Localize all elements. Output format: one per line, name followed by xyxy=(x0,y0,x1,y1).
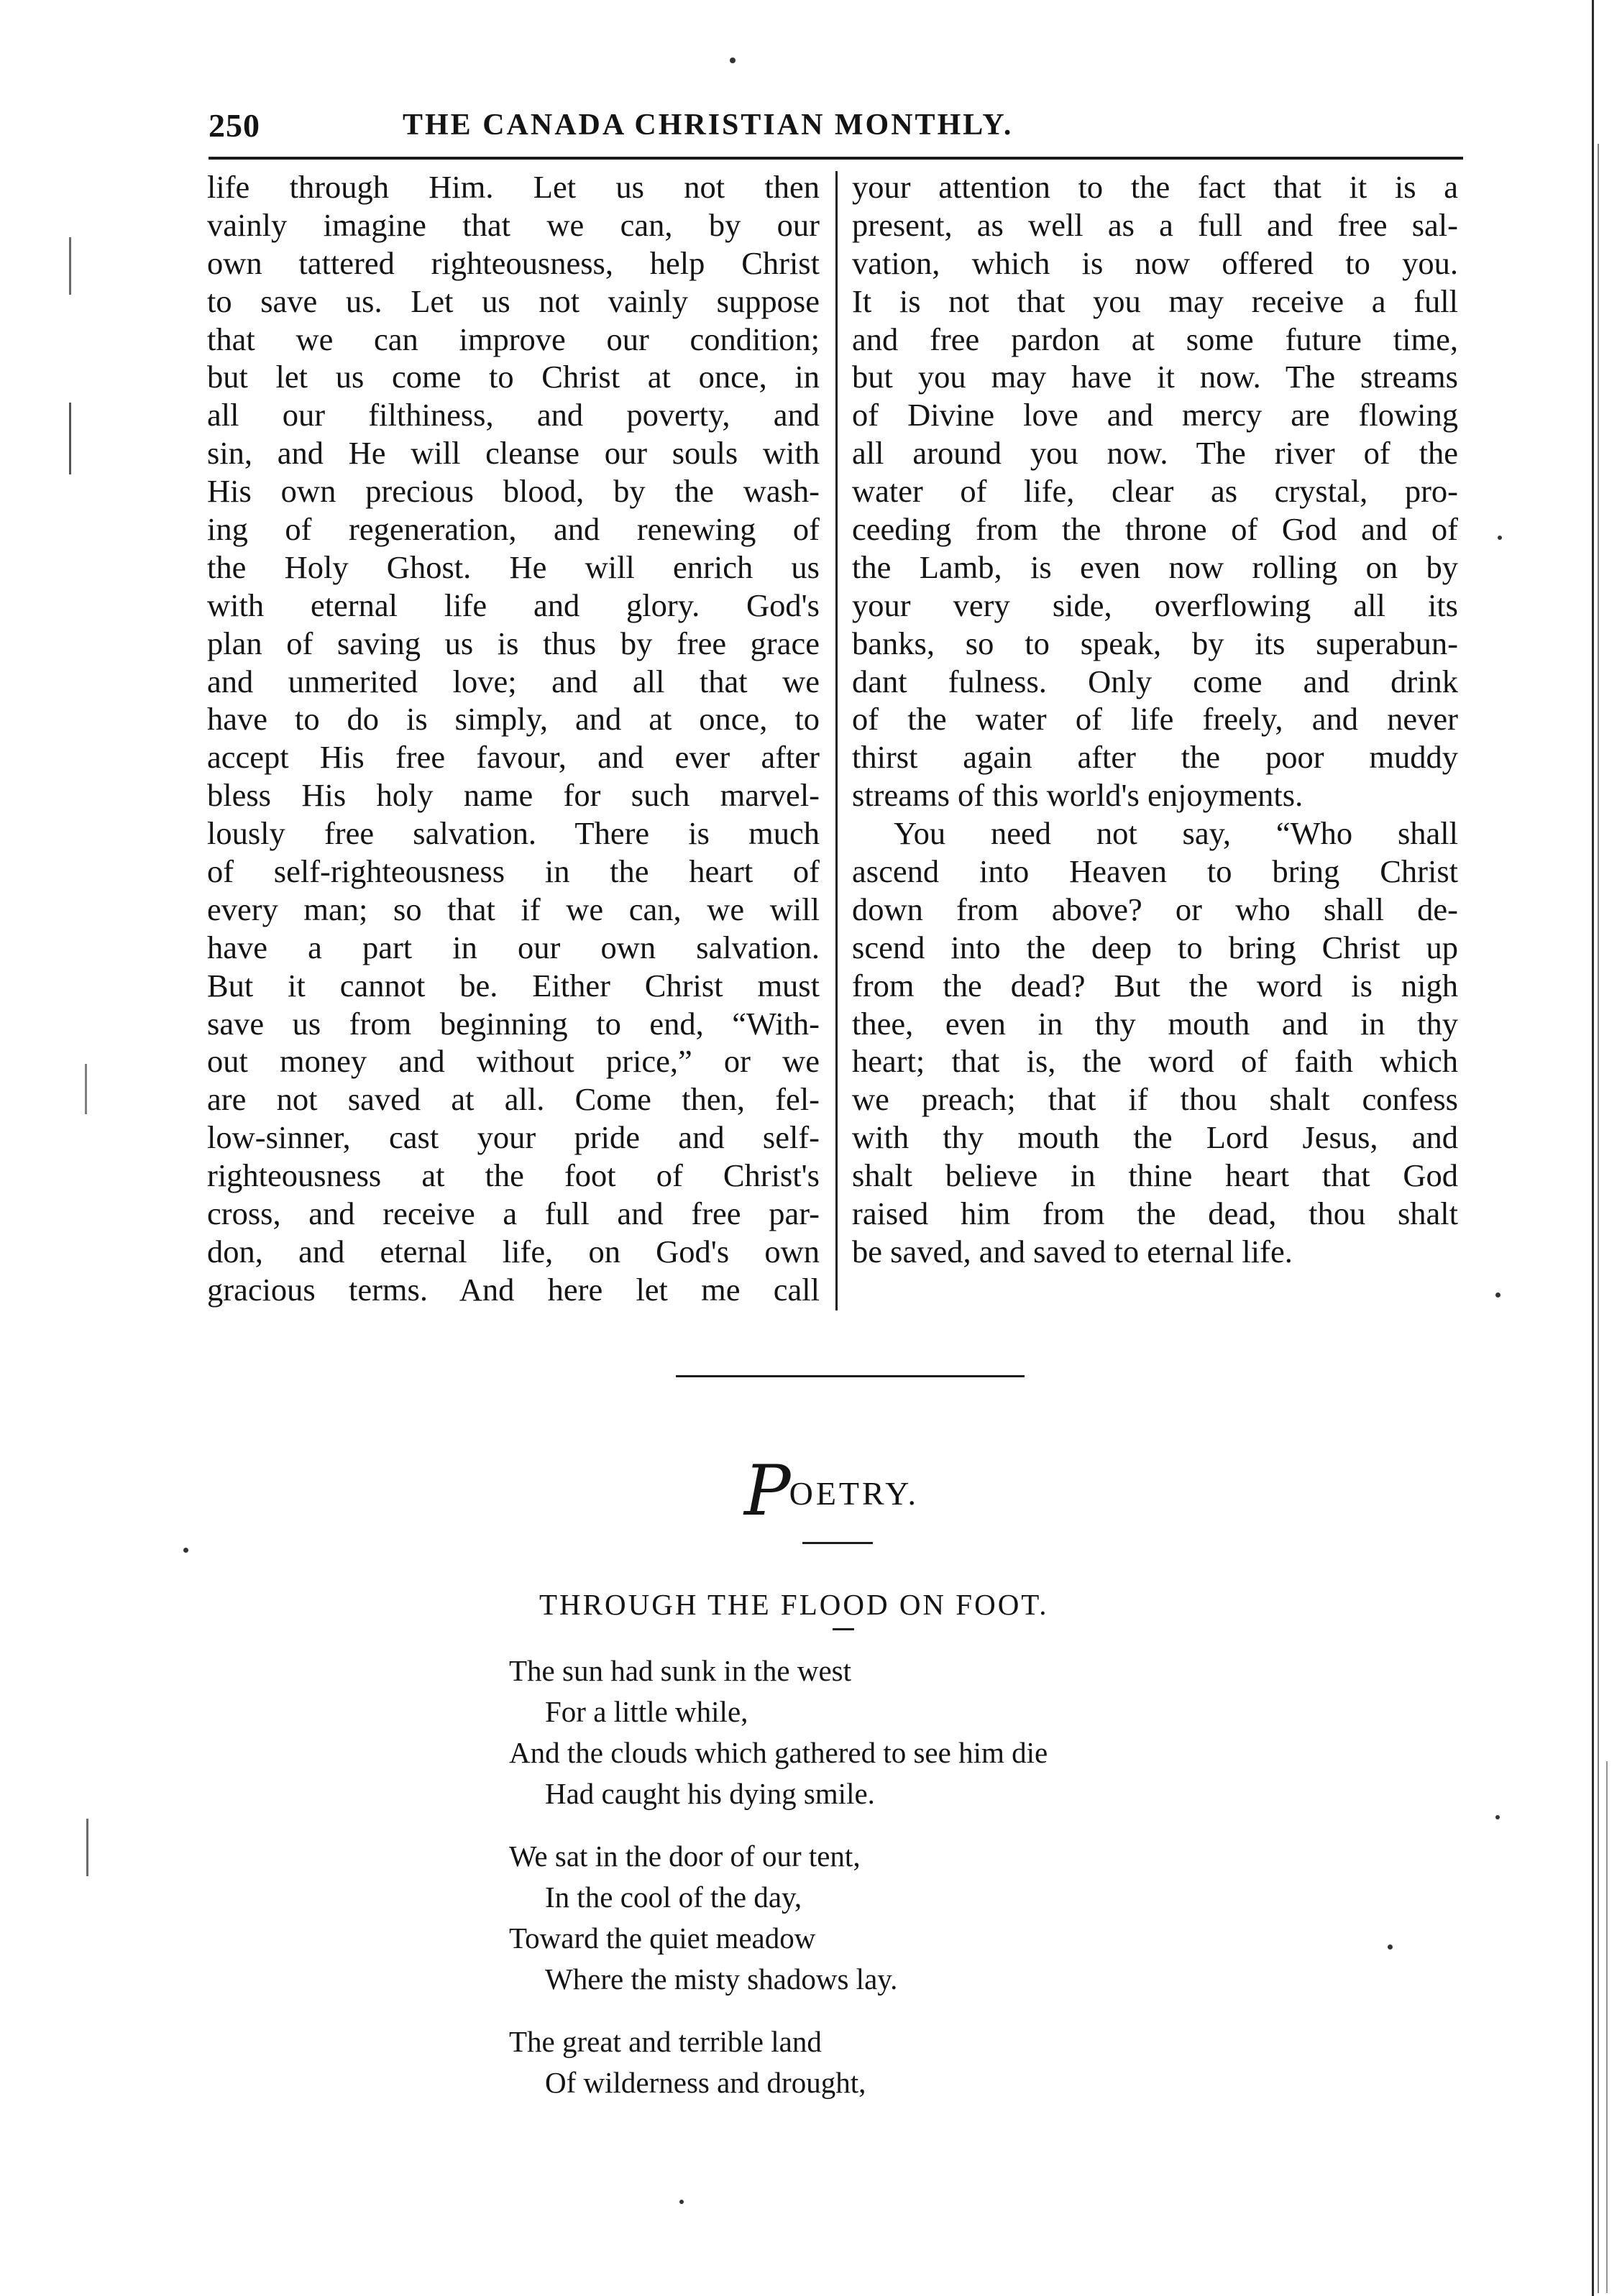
text-line: all around you now. The river of the xyxy=(852,435,1458,472)
poem-title: THROUGH THE FLOOD ON FOOT. xyxy=(539,1588,1049,1621)
section-heading xyxy=(744,1451,919,1531)
page-number: 250 xyxy=(209,107,260,144)
scan-edge-mark xyxy=(69,237,71,295)
text-line: present, as well as a full and free sal- xyxy=(852,206,1458,243)
poem-verse: Toward the quiet meadow xyxy=(509,1921,816,1955)
text-line: ceeding from the throne of God and of xyxy=(852,511,1458,548)
section-heading-text: OETRY. xyxy=(789,1475,919,1512)
section-divider-rule xyxy=(676,1375,1025,1377)
text-line: cross, and receive a full and free par- xyxy=(207,1195,820,1232)
poem-verse: For a little while, xyxy=(545,1695,748,1728)
poem-verse: We sat in the door of our tent, xyxy=(509,1840,861,1873)
text-line: thirst again after the poor muddy xyxy=(852,739,1458,776)
text-line: life through Him. Let us not then xyxy=(207,169,820,205)
scan-edge-line xyxy=(1592,0,1594,2296)
text-line: dant fulness. Only come and drink xyxy=(852,663,1458,699)
text-line: the Holy Ghost. He will enrich us xyxy=(207,548,820,585)
journal-title: THE CANADA CHRISTIAN MONTHLY. xyxy=(403,109,1014,142)
text-line: your attention to the fact that it is a xyxy=(852,169,1458,205)
scan-speck xyxy=(679,2200,684,2204)
poem-title-dash xyxy=(833,1628,854,1630)
text-line: with thy mouth the Lord Jesus, and xyxy=(852,1119,1458,1156)
text-line: have to do is simply, and at once, to xyxy=(207,701,820,738)
text-line: of the water of life freely, and never xyxy=(852,701,1458,738)
text-line: plan of saving us is thus by free grace xyxy=(207,625,820,661)
scan-speck xyxy=(1498,536,1502,540)
text-line: the Lamb, is even now rolling on by xyxy=(852,548,1458,585)
text-line: be saved, and saved to eternal life. xyxy=(852,1233,1293,1269)
text-line: ing of regeneration, and renewing of xyxy=(207,511,820,548)
scan-edge-mark xyxy=(86,1819,88,1876)
text-line: of self-righteousness in the heart of xyxy=(207,853,820,890)
text-line: accept His free favour, and ever after xyxy=(207,739,820,776)
text-line: thee, even in thy mouth and in thy xyxy=(852,1005,1458,1042)
text-line: vainly imagine that we can, by our xyxy=(207,206,820,243)
scan-speck xyxy=(1495,1292,1500,1298)
poem-stanza xyxy=(509,2021,1048,2103)
text-line: sin, and He will cleanse our souls with xyxy=(207,435,820,472)
header-rule xyxy=(209,157,1463,160)
poem-verse: Of wilderness and drought, xyxy=(545,2066,866,2099)
text-line: water of life, clear as crystal, pro- xyxy=(852,473,1458,510)
text-line: But it cannot be. Either Christ must xyxy=(207,967,820,1004)
text-line: but let us come to Christ at once, in xyxy=(207,359,820,395)
text-line: but you may have it now. The streams xyxy=(852,359,1458,395)
text-line: bless His holy name for such marvel- xyxy=(207,777,820,814)
scan-speck xyxy=(1388,1944,1393,1950)
text-line: out money and without price,” or we xyxy=(207,1043,820,1080)
text-line: low-sinner, cast your pride and self- xyxy=(207,1119,820,1156)
text-line: save us from beginning to end, “With- xyxy=(207,1005,820,1042)
text-line: ascend into Heaven to bring Christ xyxy=(852,853,1458,890)
text-line: have a part in our own salvation. xyxy=(207,929,820,965)
text-line: all our filthiness, and poverty, and xyxy=(207,397,820,433)
text-line: vation, which is now offered to you. xyxy=(852,244,1458,281)
scan-edge-line xyxy=(1606,1761,1608,2293)
right-column xyxy=(852,168,1458,1271)
text-line: raised him from the dead, thou shalt xyxy=(852,1195,1458,1232)
text-line: lously free salvation. There is much xyxy=(207,815,820,852)
text-line: and free pardon at some future time, xyxy=(852,321,1458,357)
text-line: It is not that you may receive a full xyxy=(852,283,1458,319)
poem-verse: And the clouds which gathered to see him die xyxy=(509,1736,1048,1769)
left-column xyxy=(207,168,820,1309)
poem-stanza xyxy=(509,1650,1048,1814)
section-underline xyxy=(802,1542,873,1544)
scan-speck xyxy=(183,1548,188,1553)
text-line: that we can improve our condition; xyxy=(207,321,820,357)
scan-edge-line xyxy=(1598,144,1599,2293)
text-line: with eternal life and glory. God's xyxy=(207,587,820,623)
text-line: are not saved at all. Come then, fel- xyxy=(207,1081,820,1118)
text-line: banks, so to speak, by its superabun- xyxy=(852,625,1458,661)
text-line: down from above? or who shall de- xyxy=(852,891,1458,927)
text-line: and unmerited love; and all that we xyxy=(207,663,820,699)
poem-verse: The sun had sunk in the west xyxy=(509,1654,851,1687)
poem-stanza xyxy=(509,1836,1048,2000)
text-line: shalt believe in thine heart that God xyxy=(852,1157,1458,1194)
text-line: we preach; that if thou shalt confess xyxy=(852,1081,1458,1118)
text-line: You need not say, “Who shall xyxy=(894,815,1458,852)
text-line: your very side, overflowing all its xyxy=(852,587,1458,623)
text-line: scend into the deep to bring Christ up xyxy=(852,929,1458,965)
scan-edge-mark xyxy=(85,1064,87,1114)
text-line: righteousness at the foot of Christ's xyxy=(207,1157,820,1194)
poem-verse: Where the misty shadows lay. xyxy=(545,1962,898,1996)
scan-speck xyxy=(730,58,736,63)
text-line: from the dead? But the word is nigh xyxy=(852,967,1458,1004)
text-line: every man; so that if we can, we will xyxy=(207,891,820,927)
poem-body xyxy=(509,1650,1048,2125)
scan-edge-mark xyxy=(69,403,71,474)
poem-verse: In the cool of the day, xyxy=(545,1881,802,1914)
poem-verse: The great and terrible land xyxy=(509,2025,822,2058)
text-line: streams of this world's enjoyments. xyxy=(852,777,1303,814)
section-dropcap: P xyxy=(744,1451,794,1531)
text-line: His own precious blood, by the wash- xyxy=(207,473,820,510)
scan-speck xyxy=(1495,1815,1500,1819)
poem-verse: Had caught his dying smile. xyxy=(545,1777,875,1810)
text-line: gracious terms. And here let me call xyxy=(207,1271,820,1308)
text-line: to save us. Let us not vainly suppose xyxy=(207,283,820,319)
column-divider xyxy=(835,171,838,1310)
text-line: of Divine love and mercy are flowing xyxy=(852,397,1458,433)
text-line: own tattered righteousness, help Christ xyxy=(207,244,820,281)
text-line: don, and eternal life, on God's own xyxy=(207,1233,820,1269)
running-head xyxy=(209,106,1460,150)
text-line: heart; that is, the word of faith which xyxy=(852,1043,1458,1080)
